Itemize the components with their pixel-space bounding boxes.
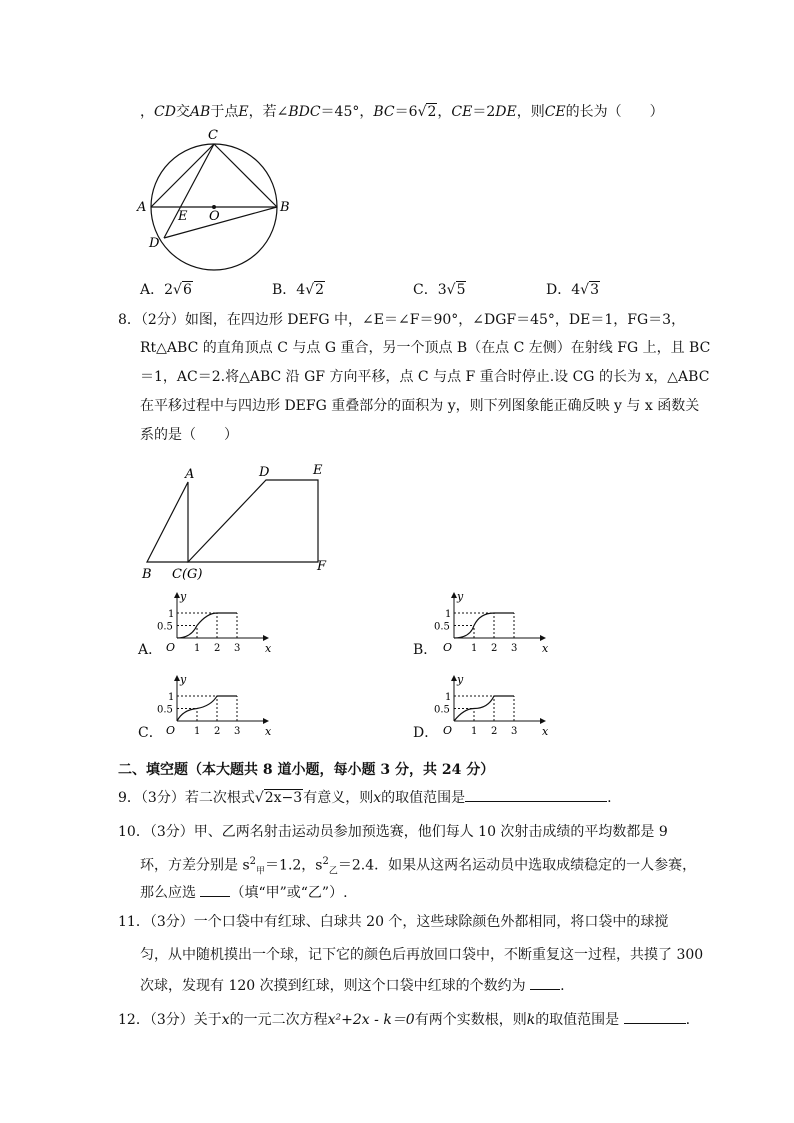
tick-x-2: 2 (491, 643, 498, 654)
y-label: y (457, 590, 464, 603)
origin-label: O (443, 724, 453, 737)
y-label: y (180, 590, 187, 603)
label-E: E (178, 209, 188, 224)
q11-line-2: 匀，从中随机摸出一个球，记下它的颜色后再放回口袋中，不断重复这一过程，共摸了 300 (140, 947, 704, 963)
q10-line-2: 环，方差分别是 $s^2_甲=1.2$，$s^2_乙=2.4$．如果从这两名运动员中选取成绩稳定的一人参赛， (140, 856, 697, 877)
q9-answer-blank[interactable] (465, 801, 607, 802)
q8-option-d-label[interactable]: D． (413, 725, 439, 741)
tick-x-3: 3 (234, 643, 241, 654)
tick-x-1: 1 (194, 643, 201, 654)
x-label: x (542, 725, 549, 738)
q7-option-c[interactable]: C．3√5 (413, 282, 466, 298)
q7-circle-figure (130, 125, 300, 275)
tick-y-05: 0.5 (434, 621, 450, 633)
y-label: y (180, 673, 187, 686)
label-B: B (142, 567, 152, 582)
label-O: O (209, 209, 220, 224)
tick-y-1: 1 (168, 609, 175, 620)
q12: 12．（3分）关于x的一元二次方程x²+2x - k＝0有两个实数根，则k的取值范围是 . (118, 1012, 691, 1028)
tick-x-2: 2 (214, 643, 221, 654)
y-label: y (457, 673, 464, 686)
label-B: B (280, 200, 290, 215)
q8-option-c-label[interactable]: C． (138, 725, 163, 741)
tick-x-1: 1 (471, 726, 478, 737)
origin-label: O (443, 641, 453, 654)
tick-y-1: 1 (445, 692, 452, 703)
tick-x-3: 3 (234, 726, 241, 737)
tick-x-3: 3 (511, 643, 518, 654)
tick-y-05: 0.5 (434, 704, 450, 716)
x-label: x (265, 725, 272, 738)
label-A: A (185, 467, 195, 482)
q8-graph-c[interactable] (155, 673, 270, 741)
q7-option-b[interactable]: B．4√2 (272, 282, 325, 298)
label-D: D (259, 465, 270, 480)
q8-graph-a[interactable] (155, 590, 270, 658)
x-axis-arrow (540, 635, 546, 641)
q11-answer-blank[interactable] (530, 989, 560, 990)
q10-answer-blank[interactable] (200, 896, 230, 897)
label-C: C (208, 128, 218, 143)
q8-stem-line-2: Rt△ABC 的直角顶点 C 与点 G 重合，另一个顶点 B（在点 C 左侧）在射线 FG 上，且 BC (140, 340, 711, 356)
tick-x-2: 2 (214, 726, 221, 737)
q8-quadrilateral-figure (135, 460, 335, 585)
q8-graph-b[interactable] (432, 590, 547, 658)
origin-label: O (166, 641, 176, 654)
tick-x-1: 1 (471, 643, 478, 654)
label-A: A (137, 200, 147, 215)
label-CG: C(G) (172, 567, 203, 582)
q8-stem-line-1: 8．（2分）如图，在四边形 DEFG 中，∠E＝∠F＝90°，∠DGF＝45°，DE＝1，FG＝3， (118, 312, 686, 328)
q8-stem-line-4: 在平移过程中与四边形 DEFG 重叠部分的面积为 y，则下列图象能正确反映 y 与 x 函数关 (140, 398, 700, 414)
tick-y-05: 0.5 (157, 621, 173, 633)
x-label: x (265, 642, 272, 655)
x-axis-arrow (540, 718, 546, 724)
q10-line-3: 那么应选 （填“甲”或“乙”）. (140, 885, 348, 901)
tick-x-3: 3 (511, 726, 518, 737)
tick-y-05: 0.5 (157, 704, 173, 716)
origin-label: O (166, 724, 176, 737)
q10-line-1: 10．（3分）甲、乙两名射击运动员参加预选赛，他们每人 10 次射击成绩的平均数都是 9 (118, 824, 668, 840)
q9: 9．（3分）若二次根式√2x−3有意义，则x的取值范围是 . (118, 790, 612, 806)
section-title: 二、填空题（本大题共 8 道小题，每小题 3 分，共 24 分） (118, 762, 495, 778)
tick-y-1: 1 (168, 692, 175, 703)
x-axis-arrow (263, 718, 269, 724)
tick-x-1: 1 (194, 726, 201, 737)
x-label: x (542, 642, 549, 655)
q12-answer-blank[interactable] (624, 1023, 686, 1024)
q8-stem-line-3: ＝1，AC＝2.将△ABC 沿 GF 方向平移，点 C 与点 F 重合时停止.设 CG 的长为 x，△ABC (140, 369, 710, 385)
q8-graph-d[interactable] (432, 673, 547, 741)
label-F: F (317, 559, 327, 574)
q7-option-d[interactable]: D．4√3 (546, 282, 599, 298)
tick-x-2: 2 (491, 726, 498, 737)
label-E: E (313, 463, 323, 478)
x-axis-arrow (263, 635, 269, 641)
q8-option-a-label[interactable]: A． (138, 642, 163, 658)
q7-option-a[interactable]: A．2√6 (140, 282, 192, 298)
q8-stem-line-5: 系的是（ ） (140, 427, 238, 443)
q11-line-3: 次球，发现有 120 次摸到红球，则这个口袋中红球的个数约为 . (140, 978, 565, 994)
q8-option-b-label[interactable]: B． (413, 642, 438, 658)
q7-stem-line: ，CD交AB于点E，若∠BDC＝45°，BC＝6√2，CE＝2DE，则CE的长为（ ） (140, 104, 664, 120)
label-D: D (149, 236, 160, 251)
q11-line-1: 11．（3分）一个口袋中有红球、白球共 20 个，这些球除颜色外都相同，将口袋中的球搅 (118, 914, 669, 930)
tick-y-1: 1 (445, 609, 452, 620)
